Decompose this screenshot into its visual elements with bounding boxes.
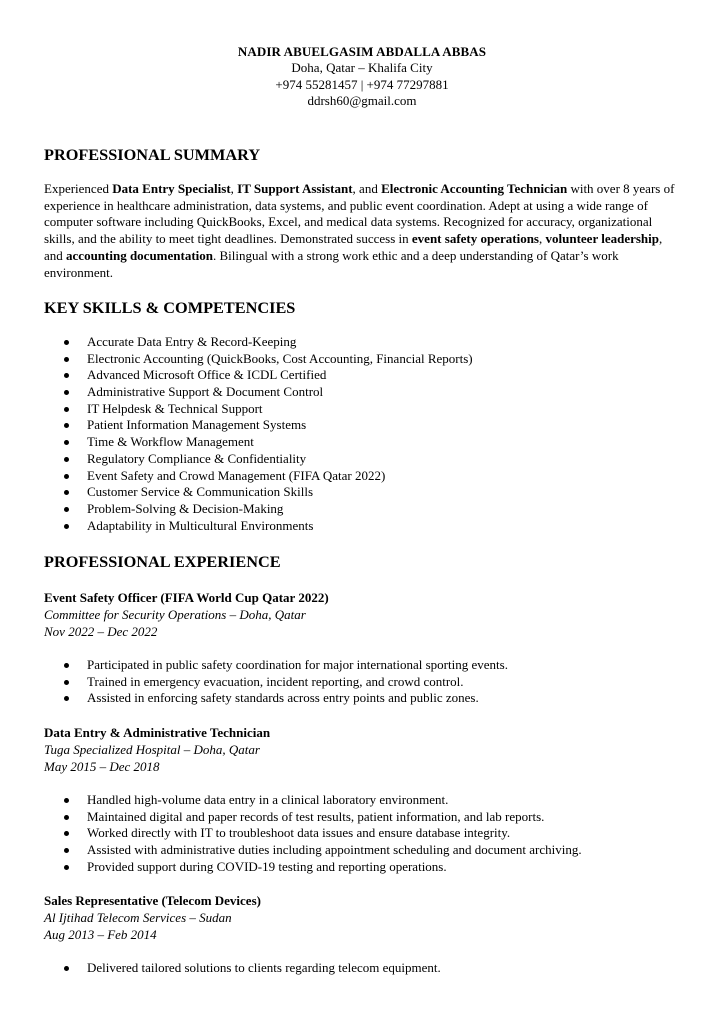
job-organization: Tuga Specialized Hospital – Doha, Qatar bbox=[44, 742, 260, 757]
skills-list bbox=[44, 334, 684, 534]
list-item: Worked directly with IT to troubleshoot data issues and ensure database integrity. bbox=[44, 825, 684, 842]
bullet-icon bbox=[64, 457, 69, 462]
list-item: IT Helpdesk & Technical Support bbox=[44, 401, 684, 418]
job-title: Sales Representative (Telecom Devices) bbox=[44, 893, 261, 908]
skills-heading: KEY SKILLS & COMPETENCIES bbox=[44, 298, 296, 317]
job-duties-list bbox=[44, 657, 684, 707]
list-item: Customer Service & Communication Skills bbox=[44, 484, 684, 501]
job-dates: May 2015 – Dec 2018 bbox=[44, 759, 160, 774]
bullet-icon bbox=[64, 474, 69, 479]
experience-heading: PROFESSIONAL EXPERIENCE bbox=[44, 552, 281, 571]
job-title: Event Safety Officer (FIFA World Cup Qatar 2022) bbox=[44, 590, 329, 605]
bullet-icon bbox=[64, 815, 69, 820]
list-item: Accurate Data Entry & Record-Keeping bbox=[44, 334, 684, 351]
bullet-icon bbox=[64, 524, 69, 529]
list-item: Regulatory Compliance & Confidentiality bbox=[44, 451, 684, 468]
email: ddrsh60@gmail.com bbox=[307, 93, 417, 109]
location: Doha, Qatar – Khalifa City bbox=[291, 60, 433, 75]
list-item: Problem-Solving & Decision-Making bbox=[44, 501, 684, 518]
list-item: Trained in emergency evacuation, incident reporting, and crowd control. bbox=[44, 674, 684, 691]
list-item: Advanced Microsoft Office & ICDL Certified bbox=[44, 367, 684, 384]
bullet-icon bbox=[64, 357, 69, 362]
bullet-icon bbox=[64, 507, 69, 512]
bullet-icon bbox=[64, 663, 69, 668]
bullet-icon bbox=[64, 798, 69, 803]
list-item: Handled high-volume data entry in a clinical laboratory environment. bbox=[44, 792, 684, 809]
list-item: Patient Information Management Systems bbox=[44, 417, 684, 434]
bullet-icon bbox=[64, 390, 69, 395]
list-item: Event Safety and Crowd Management (FIFA Qatar 2022) bbox=[44, 468, 684, 485]
job-duties-list bbox=[44, 792, 684, 875]
bullet-icon bbox=[64, 407, 69, 412]
job-title: Data Entry & Administrative Technician bbox=[44, 725, 271, 740]
job-organization: Committee for Security Operations – Doha, Qatar bbox=[44, 607, 306, 622]
bullet-icon bbox=[64, 423, 69, 428]
list-item: Participated in public safety coordination for major international sporting events. bbox=[44, 657, 684, 674]
contact-header bbox=[0, 43, 724, 110]
candidate-name: NADIR ABUELGASIM ABDALLA ABBAS bbox=[237, 44, 487, 59]
bullet-icon bbox=[64, 848, 69, 853]
bullet-icon bbox=[64, 831, 69, 836]
list-item: Assisted with administrative duties including appointment scheduling and document archiving. bbox=[44, 842, 684, 859]
summary-paragraph: Experienced Data Entry Specialist, IT Support Assistant, and Electronic Accounting Technician with over 8 years of experience in healthcare administration, data systems, and public event coordination. Adept at using a wide range of computer software including QuickBooks, Excel, and medical data systems. Recognized for accuracy, organizational skills, and the ability to meet tight deadlines. Demonstrated success in event safety operations, volunteer leadership, and accounting documentation. Bilingual with a strong work ethic and a deep understanding of Qatar’s work environment. bbox=[44, 181, 675, 280]
list-item: Time & Workflow Management bbox=[44, 434, 684, 451]
job-duties-list bbox=[44, 960, 684, 977]
list-item: Assisted in enforcing safety standards across entry points and public zones. bbox=[44, 690, 684, 707]
list-item: Delivered tailored solutions to clients regarding telecom equipment. bbox=[44, 960, 684, 977]
summary-heading: PROFESSIONAL SUMMARY bbox=[44, 145, 261, 164]
list-item: Administrative Support & Document Control bbox=[44, 384, 684, 401]
phone-numbers: +974 55281457 | +974 77297881 bbox=[275, 76, 449, 92]
bullet-icon bbox=[64, 865, 69, 870]
list-item: Electronic Accounting (QuickBooks, Cost Accounting, Financial Reports) bbox=[44, 351, 684, 368]
bullet-icon bbox=[64, 680, 69, 685]
bullet-icon bbox=[64, 490, 69, 495]
list-item: Maintained digital and paper records of test results, patient information, and lab reports. bbox=[44, 809, 684, 826]
list-item: Provided support during COVID-19 testing and reporting operations. bbox=[44, 859, 684, 876]
list-item: Adaptability in Multicultural Environments bbox=[44, 518, 684, 535]
bullet-icon bbox=[64, 440, 69, 445]
job-dates: Aug 2013 – Feb 2014 bbox=[44, 927, 157, 942]
bullet-icon bbox=[64, 966, 69, 971]
bullet-icon bbox=[64, 696, 69, 701]
job-organization: Al Ijtihad Telecom Services – Sudan bbox=[44, 910, 232, 925]
bullet-icon bbox=[64, 340, 69, 345]
job-dates: Nov 2022 – Dec 2022 bbox=[44, 624, 158, 639]
bullet-icon bbox=[64, 373, 69, 378]
